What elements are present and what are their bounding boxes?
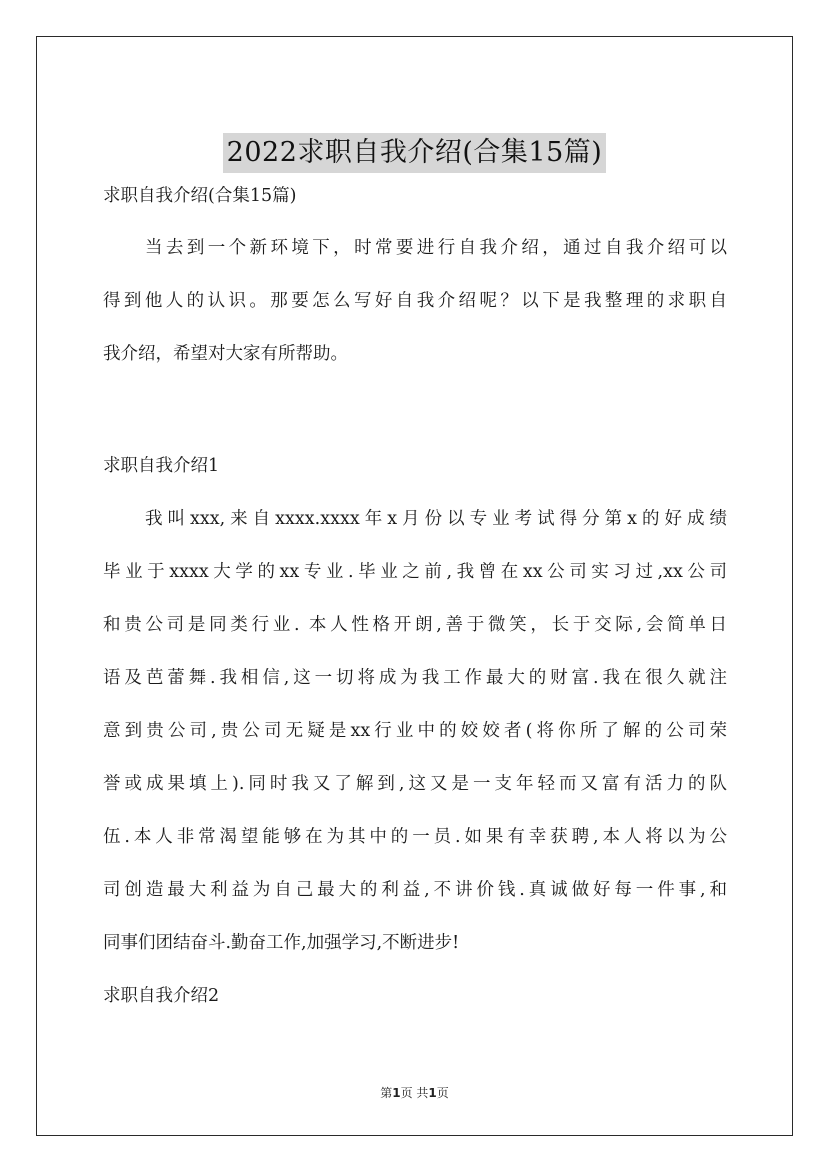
footer-page-total: 1	[428, 1086, 437, 1100]
section-1-line-6: 誉或成果填上).同时我又了解到,这又是一支年轻而又富有活力的队	[103, 774, 727, 794]
intro-line-3: 我介绍，希望对大家有所帮助。	[103, 344, 348, 364]
section-1-line-4: 语及芭蕾舞.我相信,这一切将成为我工作最大的财富.我在很久就注	[103, 668, 727, 688]
footer-page-current: 1	[392, 1086, 401, 1100]
section-1-line-9: 同事们团结奋斗.勤奋工作,加强学习,不断进步!	[103, 933, 460, 953]
footer-page-suffix: 页	[436, 1086, 449, 1100]
section-1-line-7: 伍.本人非常渴望能够在为其中的一员.如果有幸获聘,本人将以为公	[103, 827, 727, 847]
section-1-line-8: 司创造最大利益为自己最大的利益,不讲价钱.真诚做好每一件事,和	[103, 880, 727, 900]
section-1-line-1: 我叫xxx,来自xxxx.xxxx年x月份以专业考试得分第x的好成绩	[145, 509, 727, 529]
section-1-heading: 求职自我介绍1	[103, 456, 220, 476]
document-title: 2022求职自我介绍(合集15篇)	[223, 133, 607, 173]
section-1-line-3: 和贵公司是同类行业. 本人性格开朗,善于微笑，长于交际,会简单日	[103, 615, 727, 635]
document-page	[36, 36, 793, 1136]
section-2-heading: 求职自我介绍2	[103, 986, 220, 1006]
footer-page-prefix: 第	[380, 1086, 393, 1100]
intro-line-1: 当去到一个新环境下，时常要进行自我介绍，通过自我介绍可以	[145, 238, 727, 258]
title-container	[37, 133, 792, 173]
subtitle: 求职自我介绍(合集15篇)	[103, 186, 297, 206]
section-1-line-5: 意到贵公司,贵公司无疑是xx行业中的姣姣者(将你所了解的公司荣	[103, 721, 727, 741]
section-1-line-2: 毕业于xxxx大学的xx专业.毕业之前,我曾在xx公司实习过,xx公司	[103, 562, 727, 582]
intro-line-2: 得到他人的认识。那要怎么写好自我介绍呢？以下是我整理的求职自	[103, 291, 727, 311]
page-footer	[37, 1084, 792, 1101]
footer-page-mid: 页 共	[400, 1086, 429, 1100]
